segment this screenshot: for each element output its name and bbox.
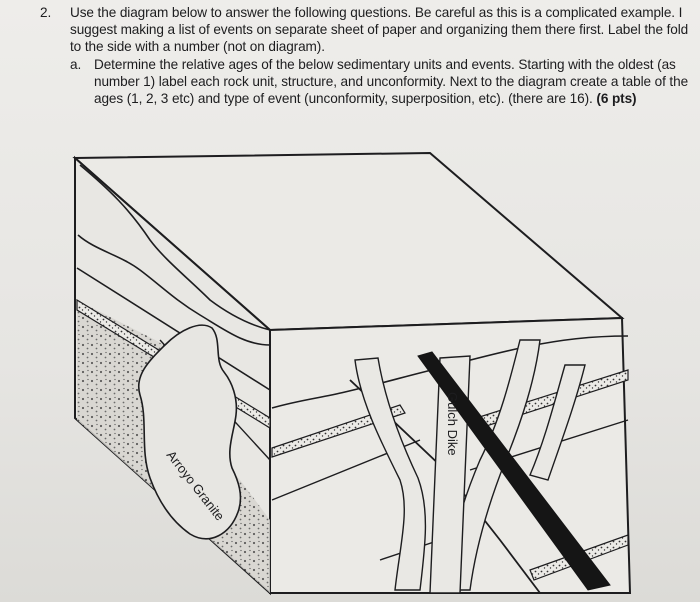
points-label: (6 pts) [596, 91, 637, 107]
part-letter: a. [70, 56, 82, 72]
dike-label: Gulch Dike [445, 392, 460, 456]
question-number: 2. [40, 5, 52, 20]
part-text: Determine the relative ages of the below sedimentary units and events. Starting with the oldest (as number 1) label each rock unit, structure, and unconformity. Next to the diagram create a table of the ages (1, 2, 3 etc) and type of event (unconformity, superposition, etc). (there are 16). [94, 56, 689, 107]
granite-label: Arroyo Granite [163, 447, 228, 524]
question-text: Use the diagram below to answer the following questions. Be careful as this is a complicated example. I suggest making a list of events on separate sheet of paper and organizing them there first. Label the fold to the side with a number (not on diagram). [70, 5, 689, 55]
